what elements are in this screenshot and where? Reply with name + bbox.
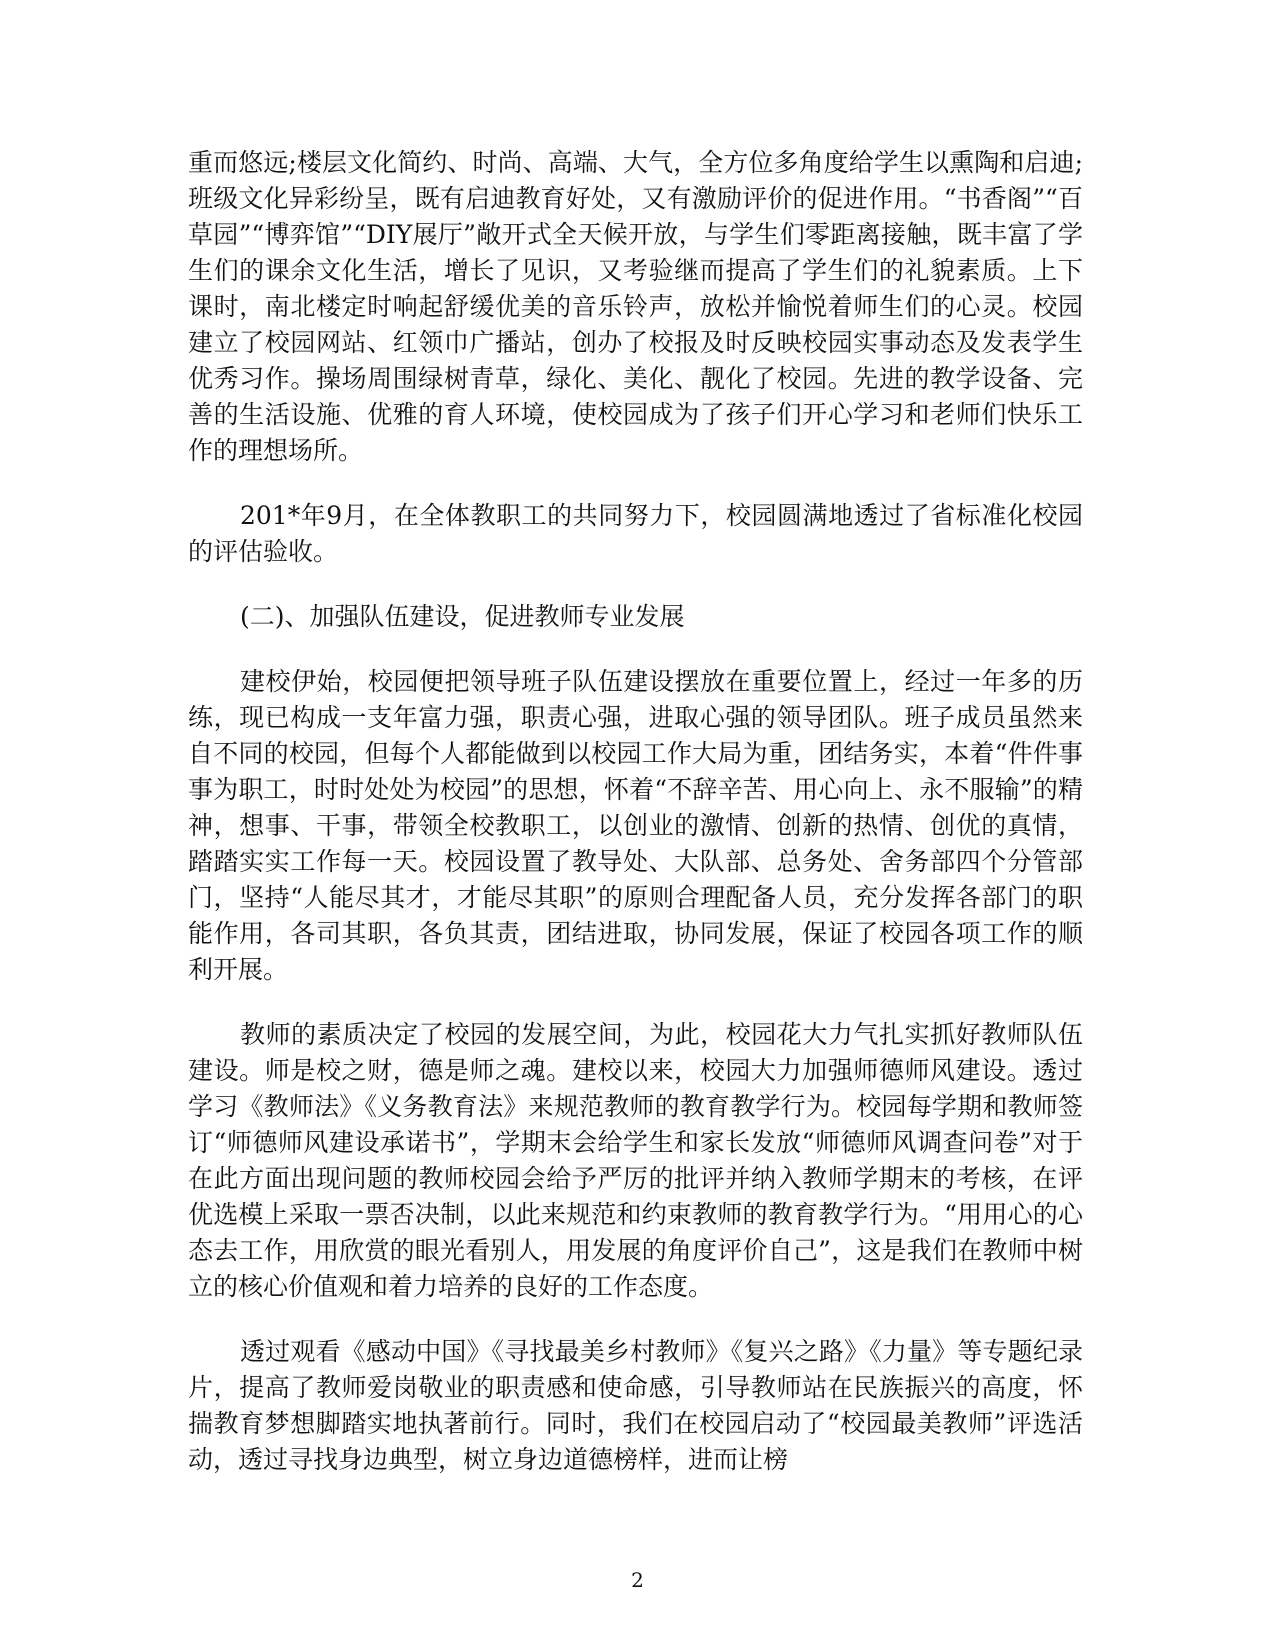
paragraph-1: 重而悠远;楼层文化简约、时尚、高端、大气，全方位多角度给学生以熏陶和启迪;班级文化异彩纷呈，既有启迪教育好处，又有激励评价的促进作用。“书香阁”“百草园”“博弈馆”“DIY展厅”敞开式全天候开放，与学生们零距离接触，既丰富了学生们的课余文化生活，增长了见识，又考验继而提高了学生们的礼貌素质。上下课时，南北楼定时响起舒缓优美的音乐铃声，放松并愉悦着师生们的心灵。校园建立了校园网站、红领巾广播站，创办了校报及时反映校园实事动态及发表学生优秀习作。操场周围绿树青草，绿化、美化、靓化了校园。先进的教学设备、完善的生活设施、优雅的育人环境，使校园成为了孩子们开心学习和老师们快乐工作的理想场所。 — [188, 148, 1083, 465]
section-heading: (二)、加强队伍建设，促进教师专业发展 — [240, 602, 685, 631]
paragraph-4: 建校伊始，校园便把领导班子队伍建设摆放在重要位置上，经过一年多的历练，现已构成一支年富力强，职责心强，进取心强的领导团队。班子成员虽然来自不同的校园，但每个人都能做到以校园工作大局为重，团结务实，本着“件件事事为职工，时时处处为校园”的思想，怀着“不辞辛苦、用心向上、永不服输”的精神，想事、干事，带领全校教职工，以创业的激情、创新的热情、创优的真情，踏踏实实工作每一天。校园设置了教导处、大队部、总务处、舍务部四个分管部门，坚持“人能尽其才，才能尽其职”的原则合理配备人员，充分发挥各部门的职能作用，各司其职，各负其责，团结进取，协同发展，保证了校园各项工作的顺利开展。 — [188, 667, 1083, 984]
paragraph-6: 透过观看《感动中国》《寻找最美乡村教师》《复兴之路》《力量》等专题纪录片，提高了教师爱岗敬业的职责感和使命感，引导教师站在民族振兴的高度，怀揣教育梦想脚踏实地执著前行。同时，我们在校园启动了“校园最美教师”评选活动，透过寻找身边典型，树立身边道德榜样，进而让榜 — [188, 1337, 1083, 1474]
paragraph-2: 201*年9月，在全体教职工的共同努力下，校园圆满地透过了省标准化校园的评估验收。 — [188, 501, 1083, 566]
page-number: 2 — [631, 1568, 644, 1592]
paragraph-5: 教师的素质决定了校园的发展空间，为此，校园花大力气扎实抓好教师队伍建设。师是校之财，德是师之魂。建校以来，校园大力加强师德师风建设。透过学习《教师法》《义务教育法》来规范教师的教育教学行为。校园每学期和教师签订“师德师风建设承诺书”，学期末会给学生和家长发放“师德师风调查问卷”对于在此方面出现问题的教师校园会给予严厉的批评并纳入教师学期末的考核，在评优选模上采取一票否决制，以此来规范和约束教师的教育教学行为。“用用心的心态去工作，用欣赏的眼光看别人，用发展的角度评价自己”，这是我们在教师中树立的核心价值观和着力培养的良好的工作态度。 — [188, 1020, 1083, 1301]
document-page — [188, 145, 1083, 1507]
